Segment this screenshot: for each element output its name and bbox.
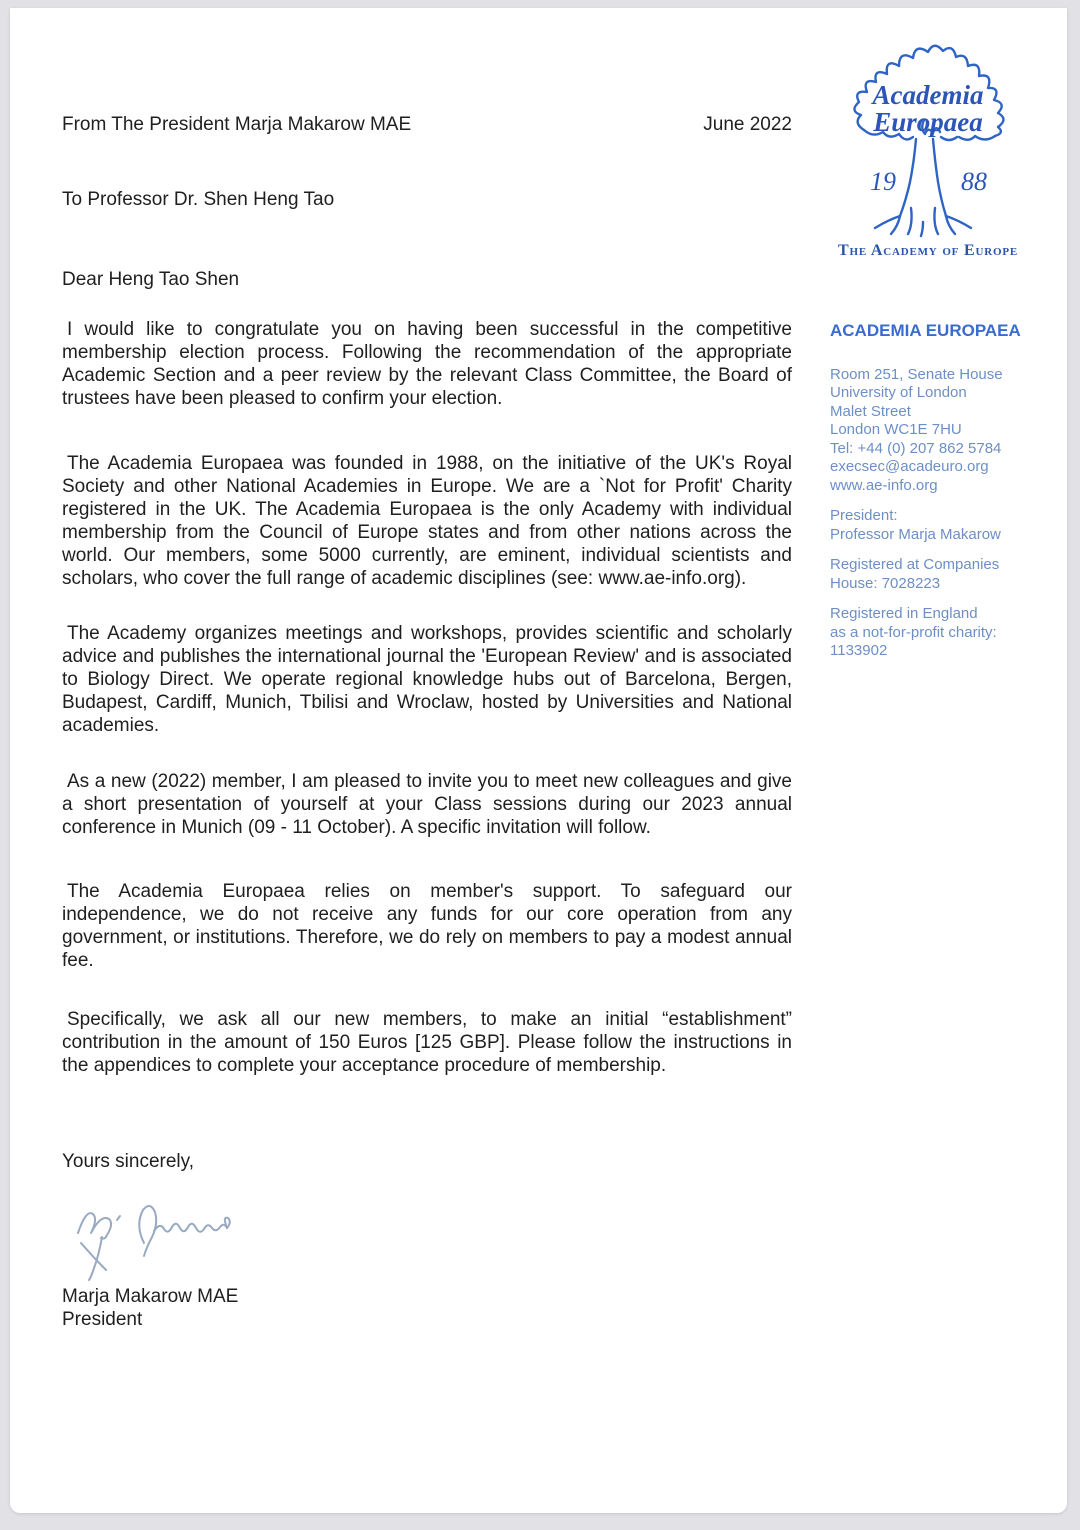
companies-registration-block: [830, 556, 1030, 593]
closing-line: Yours sincerely,: [62, 1151, 195, 1172]
address-line: University of London: [830, 384, 967, 401]
logo-name-line1: Academia: [872, 80, 984, 110]
website-line: www.ae-info.org: [830, 476, 938, 494]
academia-europaea-logo: [828, 30, 1028, 260]
address-line: Malet Street: [830, 402, 911, 420]
address-line: London WC1E 7HU: [830, 421, 962, 438]
president-name: Professor Marja Makarow: [830, 525, 1001, 543]
signer-title: President: [62, 1309, 143, 1330]
paragraph-about-academia: The Academia Europaea was founded in 1988, on the initiative of the UK's Royal Society and other National Academies in Europe. We are a `Not for Profit' Charity registered in the UK. The Academia Europaea is the only Academy with individual membership from the Council of Europe states and from other nations across the world. Our members, some 5000 currently, are eminent, individual scientists and scholars, who cover the full range of academic disciplines (see: www.ae-info.org).: [62, 453, 792, 589]
recipient-line: To Professor Dr. Shen Heng Tao: [62, 189, 335, 210]
signature-handwriting: [66, 1185, 246, 1283]
logo-year-right: 88: [961, 167, 987, 196]
paragraph-funding: The Academia Europaea relies on member's support. To safeguard our independence, we do not receive any funds for our core operation from any government, or institutions. Therefore, we do rely on members to pay a modest annual fee.: [62, 881, 792, 971]
charity-line: as a not-for-profit charity:: [830, 623, 997, 641]
from-line: From The President Marja Makarow MAE: [62, 114, 412, 135]
phone-line: Tel: +44 (0) 207 862 5784: [830, 439, 1002, 457]
paragraph-activities: The Academy organizes meetings and workshops, provides scientific and scholarly advice and publishes the international journal the 'European Review' and is associated to Biology Direct. We operate regional knowledge hubs out of Barcelona, Bergen, Budapest, Cardiff, Munich, Tbilisi and Wroclaw, hosted by Universities and National academies.: [62, 623, 792, 736]
companies-line: House: 7028223: [830, 574, 941, 592]
salutation: Dear Heng Tao Shen: [62, 269, 240, 290]
letter-date: June 2022: [703, 114, 792, 135]
companies-line: Registered at Companies: [830, 556, 1000, 573]
signer-name: Marja Makarow MAE: [62, 1286, 239, 1307]
email-line: execsec@acadeuro.org: [830, 458, 989, 475]
letter-body: [62, 8, 792, 1331]
tree-logo-icon: [828, 30, 1028, 238]
letter-page: [10, 8, 1067, 1513]
charity-line: Registered in England: [830, 605, 978, 622]
address-block: [830, 366, 1030, 496]
charity-line: 1133902: [830, 642, 888, 659]
charity-registration-block: [830, 605, 1030, 661]
paragraph-congratulations: I would like to congratulate you on having been successful in the competitive membership election process. Following the recommendation of the appropriate Academic Section and a peer review by the relevant Class Committee, the Board of trustees have been pleased to confirm your election.: [62, 319, 792, 409]
paragraph-invitation: As a new (2022) member, I am pleased to invite you to meet new colleagues and give a short presentation of yourself at your Class sessions during our 2023 annual conference in Munich (09 - 11 October). A specific invitation will follow.: [62, 771, 792, 838]
logo-year-left: 19: [870, 167, 896, 196]
address-line: Room 251, Senate House: [830, 365, 1003, 383]
sidebar-contact-info: [830, 322, 1030, 661]
president-block: [830, 507, 1030, 544]
president-label: President:: [830, 507, 898, 524]
logo-name-line2: Europaea: [873, 107, 983, 137]
logo-tagline: The Academy of Europe: [838, 242, 1018, 259]
sidebar-heading: ACADEMIA EUROPAEA: [830, 321, 1021, 340]
letter-header-row: [62, 113, 792, 136]
paragraph-fee: Specifically, we ask all our new members, to make an initial “establishment” contribution in the amount of 150 Euros [125 GBP]. Please follow the instructions in the appendices to complete your acceptance procedure of membership.: [62, 1009, 792, 1076]
